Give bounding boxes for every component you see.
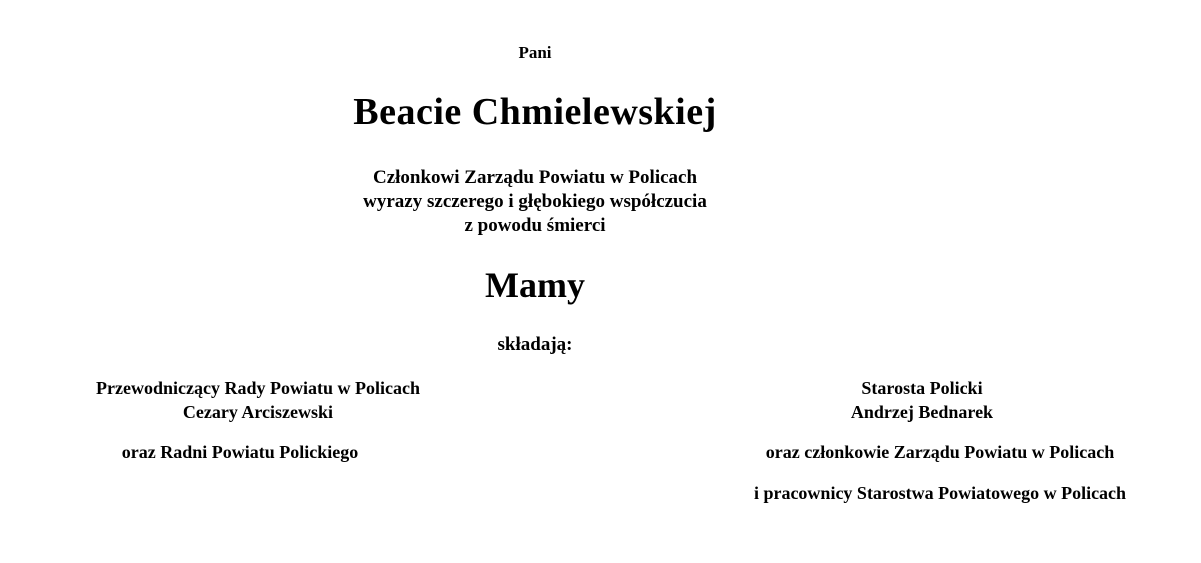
right-signatory-title: Starosta Policki xyxy=(861,378,983,398)
left-signatory-title: Przewodniczący Rady Powiatu w Policach xyxy=(96,378,420,398)
closing-word: składają: xyxy=(497,334,573,355)
right-signatory-additional-2: i pracownicy Starostwa Powiatowego w Policach xyxy=(753,483,1127,503)
salutation: Pani xyxy=(518,43,552,62)
left-signatory-name: Cezary Arciszewski xyxy=(182,402,334,422)
condolence-line-2: wyrazy szczerego i głębokiego współczucia xyxy=(363,191,707,212)
right-signatory-name: Andrzej Bednarek xyxy=(850,402,994,422)
condolence-line-1: Członkowi Zarządu Powiatu w Policach xyxy=(372,167,698,188)
condolence-line-3: z powodu śmierci xyxy=(464,215,606,236)
right-signatory-additional-1: oraz członkowie Zarządu Powiatu w Policach xyxy=(765,442,1115,462)
recipient-name: Beacie Chmielewskiej xyxy=(353,91,717,133)
left-signatory-additional: oraz Radni Powiatu Polickiego xyxy=(121,442,359,462)
deceased-title: Mamy xyxy=(485,265,585,305)
